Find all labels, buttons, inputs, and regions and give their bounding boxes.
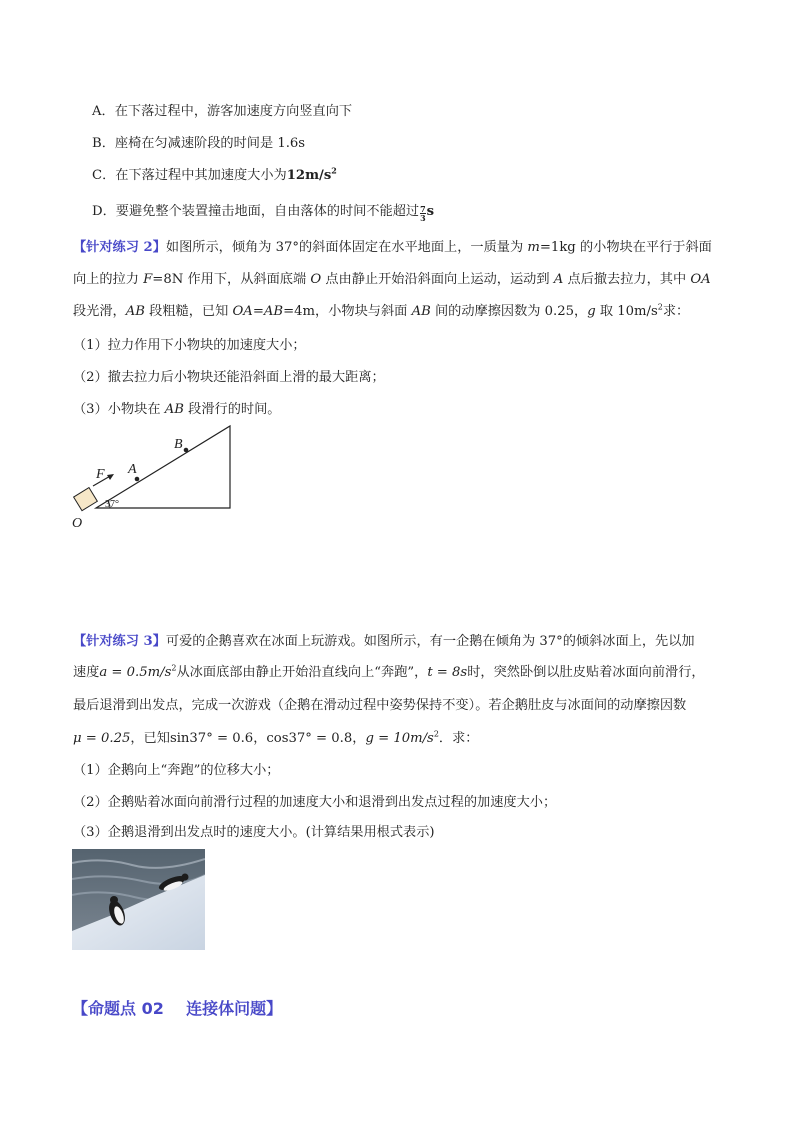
var-g: g [587,304,596,319]
exponent: 2 [171,663,177,673]
label-o: O [72,516,83,531]
text: 段光滑， [73,304,126,319]
formula-g: g = 10m/s [365,731,434,746]
text: = [252,304,264,319]
var-ab: AB [411,304,431,319]
text: 向上的拉力 [73,272,144,287]
option-a: A．在下落过程中，游客加速度方向竖直向下 [92,104,353,119]
var-ab: AB [125,304,145,319]
practice2-q2: （2）撤去拉力后小物块还能沿斜面上滑的最大距离； [73,370,385,385]
practice3-q3: （3）企鹅退滑到出发点时的速度大小。(计算结果用根式表示) [73,825,435,840]
practice3-line4 [73,731,478,747]
practice3-q1: （1）企鹅向上“奔跑”的位移大小； [73,763,280,778]
practice2-q1: （1）拉力作用下小物块的加速度大小； [73,338,306,353]
option-c [92,165,337,184]
text: 求： [662,304,690,319]
text: 段粗糙，已知 [144,304,233,319]
option-d-numerator: 7 [420,204,426,214]
practice3-line3: 最后退滑到出发点，完成一次游戏（企鹅在滑动过程中姿势保持不变）。若企鹅肚皮与冰面间的动摩擦因数 [73,698,687,713]
block [74,488,98,511]
text: 时，突然卧倒以肚皮贴着冰面向前滑行， [467,665,705,680]
text: 如图所示，倾角为 37°的斜面体固定在水平地面上，一质量为 [165,240,528,255]
text: ， [253,731,267,746]
practice3-line2 [73,665,705,681]
label-f: F [96,467,105,482]
point-b [184,448,189,453]
exponent: 2 [433,729,439,739]
text: （3）小物块在 [73,402,165,417]
text: ，已知 [130,731,170,746]
option-d [92,204,434,222]
exponent: 2 [657,302,663,312]
var-o: O [310,272,322,287]
var-oa: OA [232,304,253,319]
option-c-exp: 2 [331,165,337,176]
var-f: F [143,272,153,287]
var-oa: OA [690,272,711,287]
text: 点由静止开始沿斜面向上运动，运动到 [321,272,554,287]
label-b: B [174,437,183,452]
formula-acceleration: a = 0.5m/s [99,665,172,680]
text: 间的动摩擦因数为 0.25， [430,304,588,319]
text: =1kg 的小物块在平行于斜面 [539,240,712,255]
practice2-line3 [73,304,689,320]
option-d-text: D．要避免整个装置撞击地面，自由落体的时间不能超过 [92,204,420,219]
practice2-line1 [73,240,712,256]
text: 点后撤去拉力，其中 [563,272,691,287]
point-a [135,477,140,482]
formula-mu: μ = 0.25 [73,731,131,746]
text: 从冰面底部由静止开始沿直线向上“奔跑”， [176,665,428,680]
option-c-text: C．在下落过程中其加速度大小为 [92,168,287,183]
text: ， [352,731,366,746]
practice2-q3 [73,402,280,418]
penguin-photo-svg [72,849,205,950]
section-heading: 【命题点 02 连接体问题】 [72,999,283,1018]
practice2-line2 [73,272,711,288]
text: 段滑行的时间。 [183,402,281,417]
practice3-tag: 【针对练习 3】 [73,634,166,649]
formula-time: t = 8s [427,665,468,680]
practice2-tag: 【针对练习 2】 [73,240,166,255]
text: =4m，小物块与斜面 [283,304,412,319]
text: ．求： [438,731,479,746]
var-m: m [527,240,540,255]
text: 可爱的企鹅喜欢在冰面上玩游戏。如图所示，有一企鹅在倾角为 37°的倾斜冰面上，先以加 [165,634,695,649]
text: =8N 作用下，从斜面底端 [152,272,311,287]
label-a: A [128,462,137,477]
var-ab: AB [164,402,184,417]
formula-cos: cos37° = 0.8 [266,731,353,746]
var-a: A [553,272,564,287]
var-ab: AB [263,304,284,319]
practice3-q2: （2）企鹅贴着冰面向前滑行过程的加速度大小和退滑到出发点过程的加速度大小； [73,795,557,810]
option-d-denominator: 3 [420,213,426,223]
text: 速度 [73,665,100,680]
option-b: B．座椅在匀减速阶段的时间是 1.6s [92,136,306,151]
option-d-fraction [420,205,426,222]
option-c-value: 12m/s [286,168,332,183]
practice3-line1 [73,634,695,650]
incline-triangle [96,426,230,508]
label-angle: 37° [105,499,119,510]
incline-diagram [66,420,246,535]
formula-sin: sin37° = 0.6 [169,731,254,746]
penguin-photo [72,849,205,950]
text: 取 10m/s [595,304,658,319]
option-d-unit: s [426,204,435,219]
